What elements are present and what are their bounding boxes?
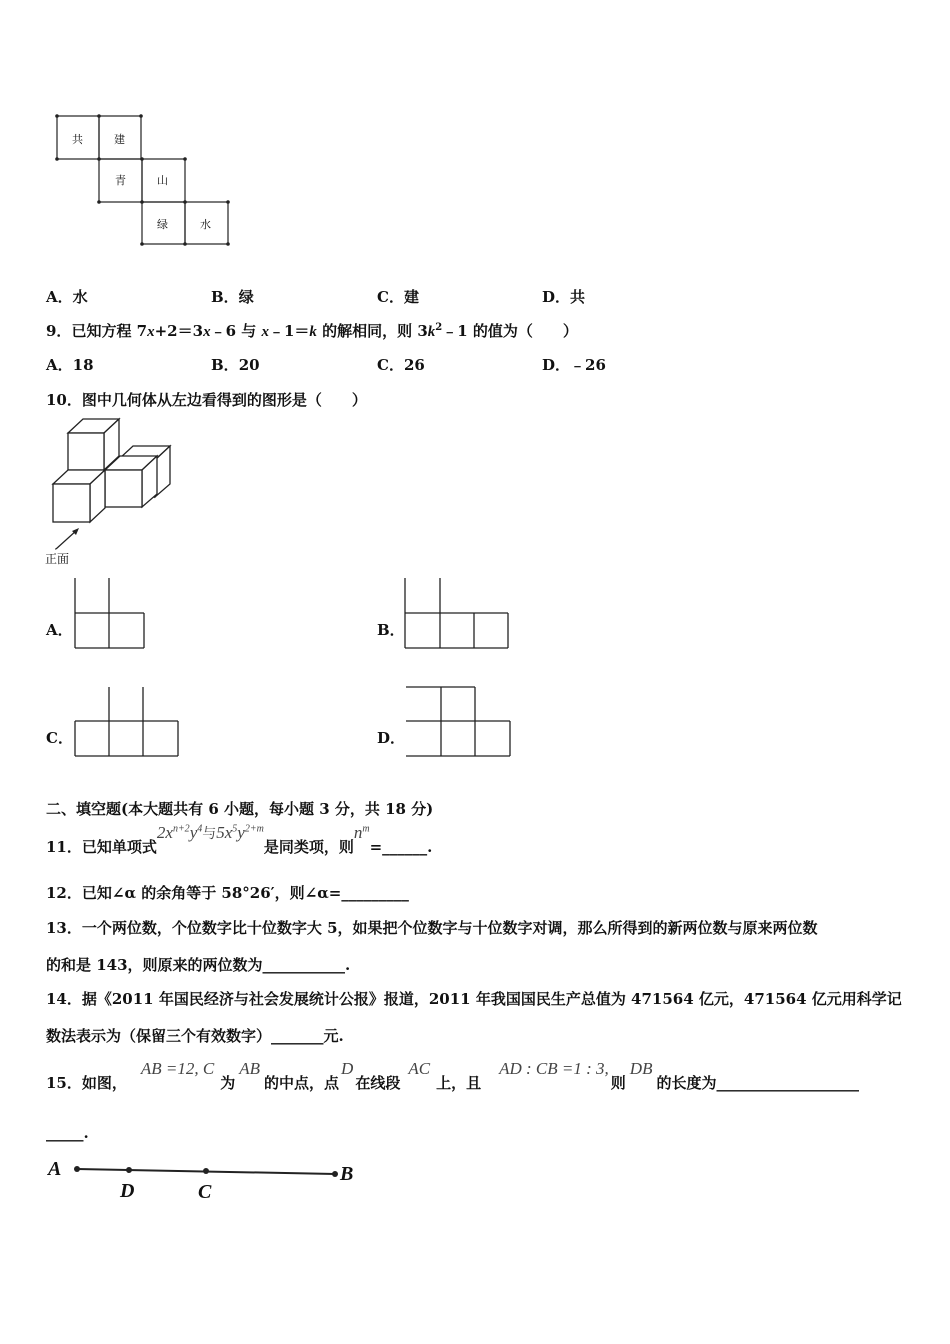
q10-option-c: C． — [46, 729, 73, 747]
net-cell-1: 共 — [72, 133, 83, 146]
net-cell-5: 绿 — [157, 218, 168, 231]
q11-stem: 11．已知单项式$2x^{n+2}y^4$与$5x^5y^{2+m}$是同类项，则$n^m=\_\_\_\_\_\_$. — [46, 823, 433, 856]
net-cell-6: 水 — [200, 218, 211, 231]
q8-option-b: B．绿 — [211, 288, 254, 306]
q10-option-b: B． — [377, 621, 405, 639]
net-cell-3: 青 — [115, 174, 126, 187]
point-label-d: D — [120, 1180, 135, 1202]
q14-line1: 14．据《2011 年国民经济与社会发展统计公报》报道，2011 年我国国民生产总值为 471564 亿元，471564 亿元用科学记 — [46, 990, 902, 1008]
q8-option-d: D．共 — [542, 288, 586, 306]
net-cell-2: 建 — [114, 133, 125, 146]
point-label-c: C — [198, 1181, 212, 1203]
q15-stem: 15．如图，AB =12, C为AB的中点，点D在线段AC上，且AD : CB =1 : 3,则DB的长度为___________________ — [46, 1059, 859, 1092]
front-label: 正面 — [45, 552, 70, 566]
q10-option-d: D． — [377, 729, 406, 747]
section-2-title: 二、填空题(本大题共有 6 小题，每小题 3 分，共 18 分) — [46, 800, 434, 818]
q9-option-a: A．18 — [46, 356, 94, 374]
q8-option-a: A．水 — [46, 288, 88, 306]
q12-stem: 12．已知∠α 的余角等于 58°26′，则∠α=_________ — [46, 884, 409, 902]
q9-option-c: C．26 — [377, 356, 425, 374]
q14-line2: 数法表示为（保留三个有效数字）_______元. — [46, 1027, 344, 1045]
q10-stem: 10．图中几何体从左边看得到的图形是（ ） — [46, 391, 367, 409]
point-label-b: B — [340, 1163, 354, 1185]
net-cell-4: 山 — [157, 174, 168, 187]
q8-option-c: C．建 — [377, 288, 419, 306]
q9-option-b: B．20 — [211, 356, 260, 374]
q9-option-d: D．﹣26 — [542, 356, 606, 374]
point-label-a: A — [48, 1158, 62, 1180]
q13-line2: 的和是 143，则原来的两位数为___________. — [46, 956, 351, 974]
q9-stem: 9．已知方程 7x+2＝3x﹣6 与 x﹣1＝k 的解相同，则 $3k^2﹣1$ 的值为（ ） — [46, 322, 578, 340]
q10-option-a: A． — [46, 621, 73, 639]
q13-line1: 13．一个两位数，个位数字比十位数字大 5，如果把个位数字与十位数字对调，那么所得到的新两位数与原来两位数 — [46, 919, 818, 937]
q15-line2: _____. — [46, 1124, 89, 1142]
